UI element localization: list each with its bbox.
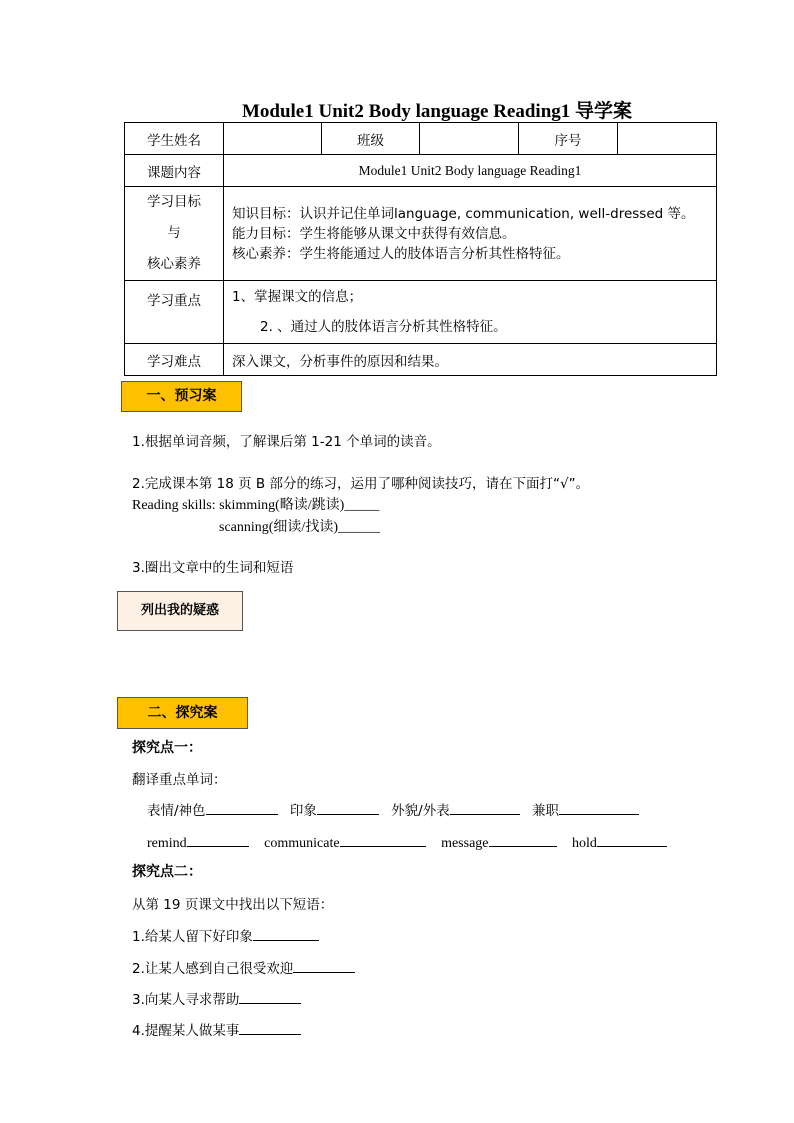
word-cn: 兼职 <box>532 803 560 819</box>
key-point-1: 1、掌握课文的信息； <box>232 289 363 305</box>
seat-label: 序号 <box>519 123 618 155</box>
preview-item-1: 1.根据单词音频，了解课后第 1-21 个单词的读音。 <box>132 434 441 450</box>
point2-title: 探究点二： <box>132 864 202 880</box>
goal-ability: 能力目标：学生将能够从课文中获得有效信息。 <box>232 225 516 242</box>
student-name-field[interactable] <box>224 123 322 155</box>
class-label: 班级 <box>322 123 420 155</box>
answer-blank[interactable] <box>340 832 426 847</box>
answer-blank[interactable] <box>450 800 520 815</box>
phrase-text: 1.给某人留下好印象 <box>132 929 253 945</box>
phrase-text: 2.让某人感到自己很受欢迎 <box>132 961 294 977</box>
phrase-item <box>132 925 319 945</box>
answer-blank[interactable] <box>253 926 319 941</box>
words-cn-row <box>147 799 639 819</box>
answer-blank[interactable] <box>239 989 301 1004</box>
key-body <box>224 281 717 344</box>
word-en: hold <box>572 836 597 851</box>
difficulty-value: 深入课文，分析事件的原因和结果。 <box>224 344 717 376</box>
doubt-label: 列出我的疑惑 <box>117 591 243 631</box>
info-table <box>124 122 717 376</box>
word-en: message <box>441 836 489 851</box>
table-row <box>125 187 717 281</box>
topic-label: 课题内容 <box>125 155 224 187</box>
goals-body <box>224 187 717 281</box>
word-en: remind <box>147 836 187 851</box>
word-cn: 印象 <box>289 803 317 819</box>
difficulty-label: 学习难点 <box>125 344 224 376</box>
goals-label <box>125 187 224 281</box>
answer-blank[interactable] <box>489 832 557 847</box>
goals-label-line: 核心素养 <box>147 256 201 272</box>
words-en-row <box>147 832 667 852</box>
point2-instruction: 从第 19 页课文中找出以下短语： <box>132 897 334 913</box>
answer-blank[interactable] <box>597 832 667 847</box>
preview-item-3: 3.圈出文章中的生词和短语 <box>132 560 294 576</box>
phrase-item <box>132 957 355 977</box>
table-row <box>125 155 717 187</box>
key-label: 学习重点 <box>125 281 224 344</box>
point1-title: 探究点一： <box>132 740 202 756</box>
answer-blank[interactable] <box>317 800 379 815</box>
preview-item-2: 2.完成课本第 18 页 B 部分的练习，运用了哪种阅读技巧，请在下面打“√”。 <box>132 476 590 492</box>
answer-blank[interactable] <box>559 800 639 815</box>
table-row <box>125 123 717 155</box>
reading-skills-skimming: Reading skills: skimming(略读/跳读)_____ <box>132 498 380 513</box>
goals-label-line: 与 <box>167 225 181 241</box>
answer-blank[interactable] <box>187 832 249 847</box>
class-field[interactable] <box>420 123 519 155</box>
word-en: communicate <box>264 836 340 851</box>
goals-label-line: 学习目标 <box>147 194 201 210</box>
phrase-item <box>132 1019 301 1039</box>
topic-value: Module1 Unit2 Body language Reading1 <box>224 155 717 187</box>
phrase-item <box>132 988 301 1008</box>
phrase-text: 3.向某人寻求帮助 <box>132 992 240 1008</box>
goal-knowledge: 知识目标：认识并记住单词language, communication, well-dressed 等。 <box>232 205 695 222</box>
phrase-text: 4.提醒某人做某事 <box>132 1023 240 1039</box>
word-cn: 表情/神色 <box>147 803 206 819</box>
section1-label: 一、预习案 <box>121 381 242 412</box>
student-name-label: 学生姓名 <box>125 123 224 155</box>
goal-core: 核心素养：学生将能通过人的肢体语言分析其性格特征。 <box>232 245 570 262</box>
seat-field[interactable] <box>618 123 717 155</box>
reading-skills-scanning: scanning(细读/找读)______ <box>219 520 380 535</box>
key-point-2: 2. 、通过人的肢体语言分析其性格特征。 <box>260 319 507 335</box>
answer-blank[interactable] <box>239 1020 301 1035</box>
section2-label: 二、探究案 <box>117 697 248 729</box>
answer-blank[interactable] <box>293 958 355 973</box>
table-row <box>125 281 717 344</box>
table-row <box>125 344 717 376</box>
page-title: Module1 Unit2 Body language Reading1 导学案 <box>241 101 633 122</box>
word-cn: 外貌/外表 <box>391 803 450 819</box>
point1-instruction: 翻译重点单词： <box>132 772 227 788</box>
answer-blank[interactable] <box>206 800 278 815</box>
